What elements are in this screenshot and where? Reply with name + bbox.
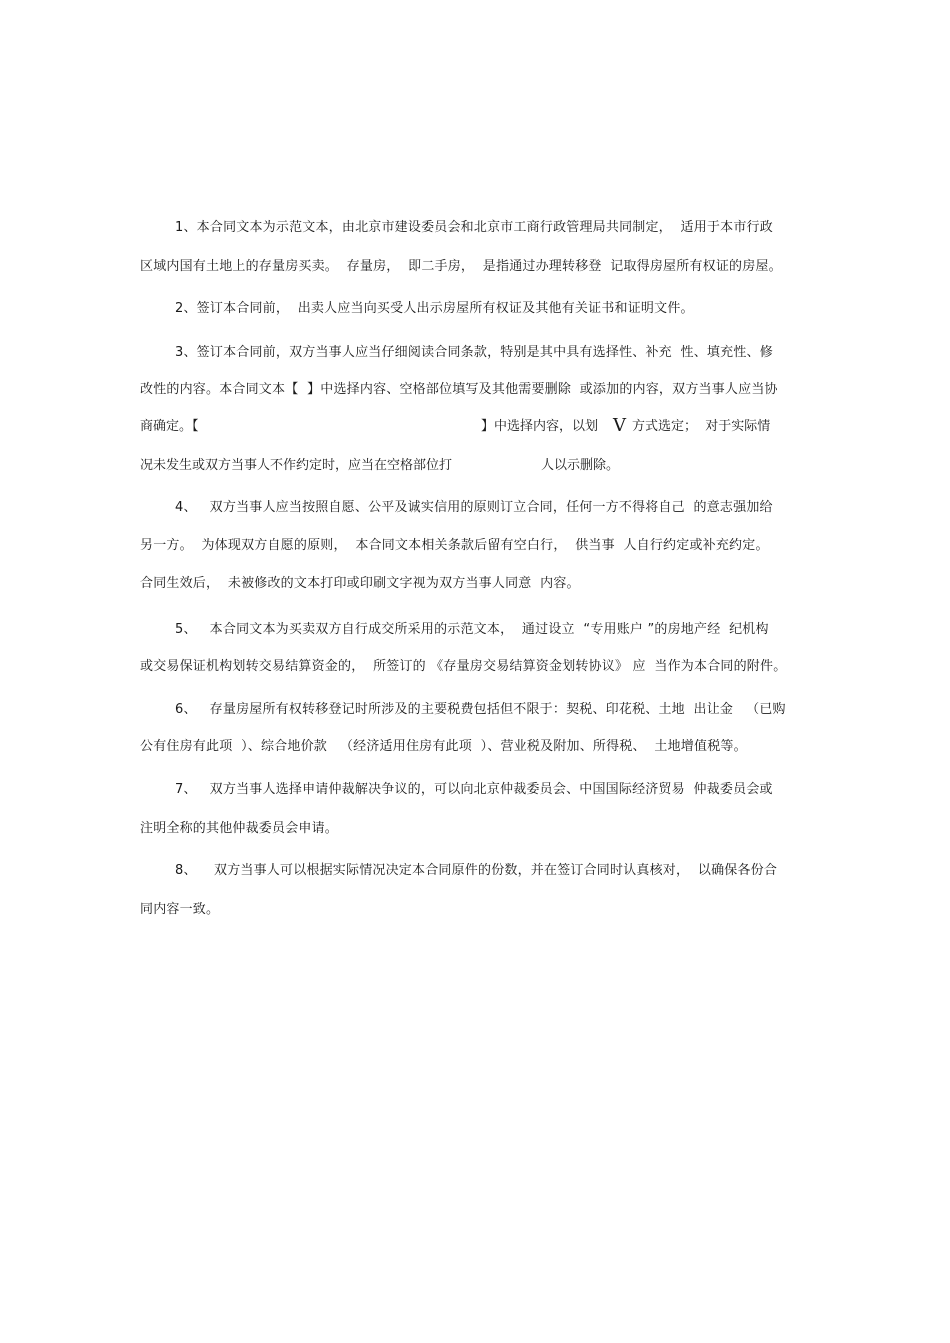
note-4-line-3: 合同生效后， 未被修改的文本打印或印刷文字视为双方当事人同意 内容。 [140,576,580,591]
note-6-line-2: 公有住房有此项 ）、综合地价款 （经济适用住房有此项 ）、营业税及附加、所得税、 土地增值税等。 [140,739,747,754]
note-3-line-4-end: 人以示删除。 [541,458,620,473]
note-3-line-3-mid: 】中选择内容，以划 [481,419,599,434]
note-3-line-4-start: 况未发生或双方当事人不作约定时，应当在空格部位打 [140,458,453,473]
note-3-line-3-start: 商确定。【 [140,419,199,434]
note-7-line-1: 7、 双方当事人选择申请仲裁解决争议的，可以向北京仲裁委员会、中国国际经济贸易 仲裁委员会或 [175,782,773,797]
note-1-line-2: 区域内国有土地上的存量房买卖。 存量房， 即二手房， 是指通过办理转移登 记取得房屋所有权证的房屋。 [140,259,782,274]
note-3-line-1: 3、签订本合同前，双方当事人应当仔细阅读合同条款，特别是其中具有选择性、补充 性、填充性、修 [175,345,773,360]
note-4-line-1: 4、 双方当事人应当按照自愿、公平及诚实信用的原则订立合同，任何一方不得将自己 的意志强加给 [175,500,773,515]
note-5-line-1: 5、 本合同文本为买卖双方自行成交所采用的示范文本， 通过设立 “专用账户 ”的房地产经 纪机构 [175,622,769,637]
note-8-line-2: 同内容一致。 [140,902,220,917]
note-2-line-1: 2、签订本合同前， 出卖人应当向买受人出示房屋所有权证及其他有关证书和证明文件。 [175,301,694,316]
note-4-line-2: 另一方。 为体现双方自愿的原则， 本合同文本相关条款后留有空白行， 供当事 人自行约定或补充约定。 [140,538,769,553]
checkmark-v-symbol: V [613,415,626,436]
note-3-line-2: 改性的内容。本合同文本【 】中选择内容、空格部位填写及其他需要删除 或添加的内容，双方当事人应当协 [140,382,778,397]
note-7-line-2: 注明全称的其他仲裁委员会申请。 [140,821,339,836]
note-3-line-3-end: 方式选定； 对于实际情 [632,419,771,434]
note-5-line-2: 或交易保证机构划转交易结算资金的， 所签订的 《存量房交易结算资金划转协议》 应 当作为本合同的附件。 [140,659,787,674]
note-1-line-1: 1、本合同文本为示范文本，由北京市建设委员会和北京市工商行政管理局共同制定， 适用于本市行政 [175,220,773,235]
note-8-line-1: 8、 双方当事人可以根据实际情况决定本合同原件的份数，并在签订合同时认真核对， 以确保各份合 [175,863,778,878]
note-6-line-1: 6、 存量房屋所有权转移登记时所涉及的主要税费包括但不限于：契税、印花税、土地 出让金 （已购 [175,702,786,717]
